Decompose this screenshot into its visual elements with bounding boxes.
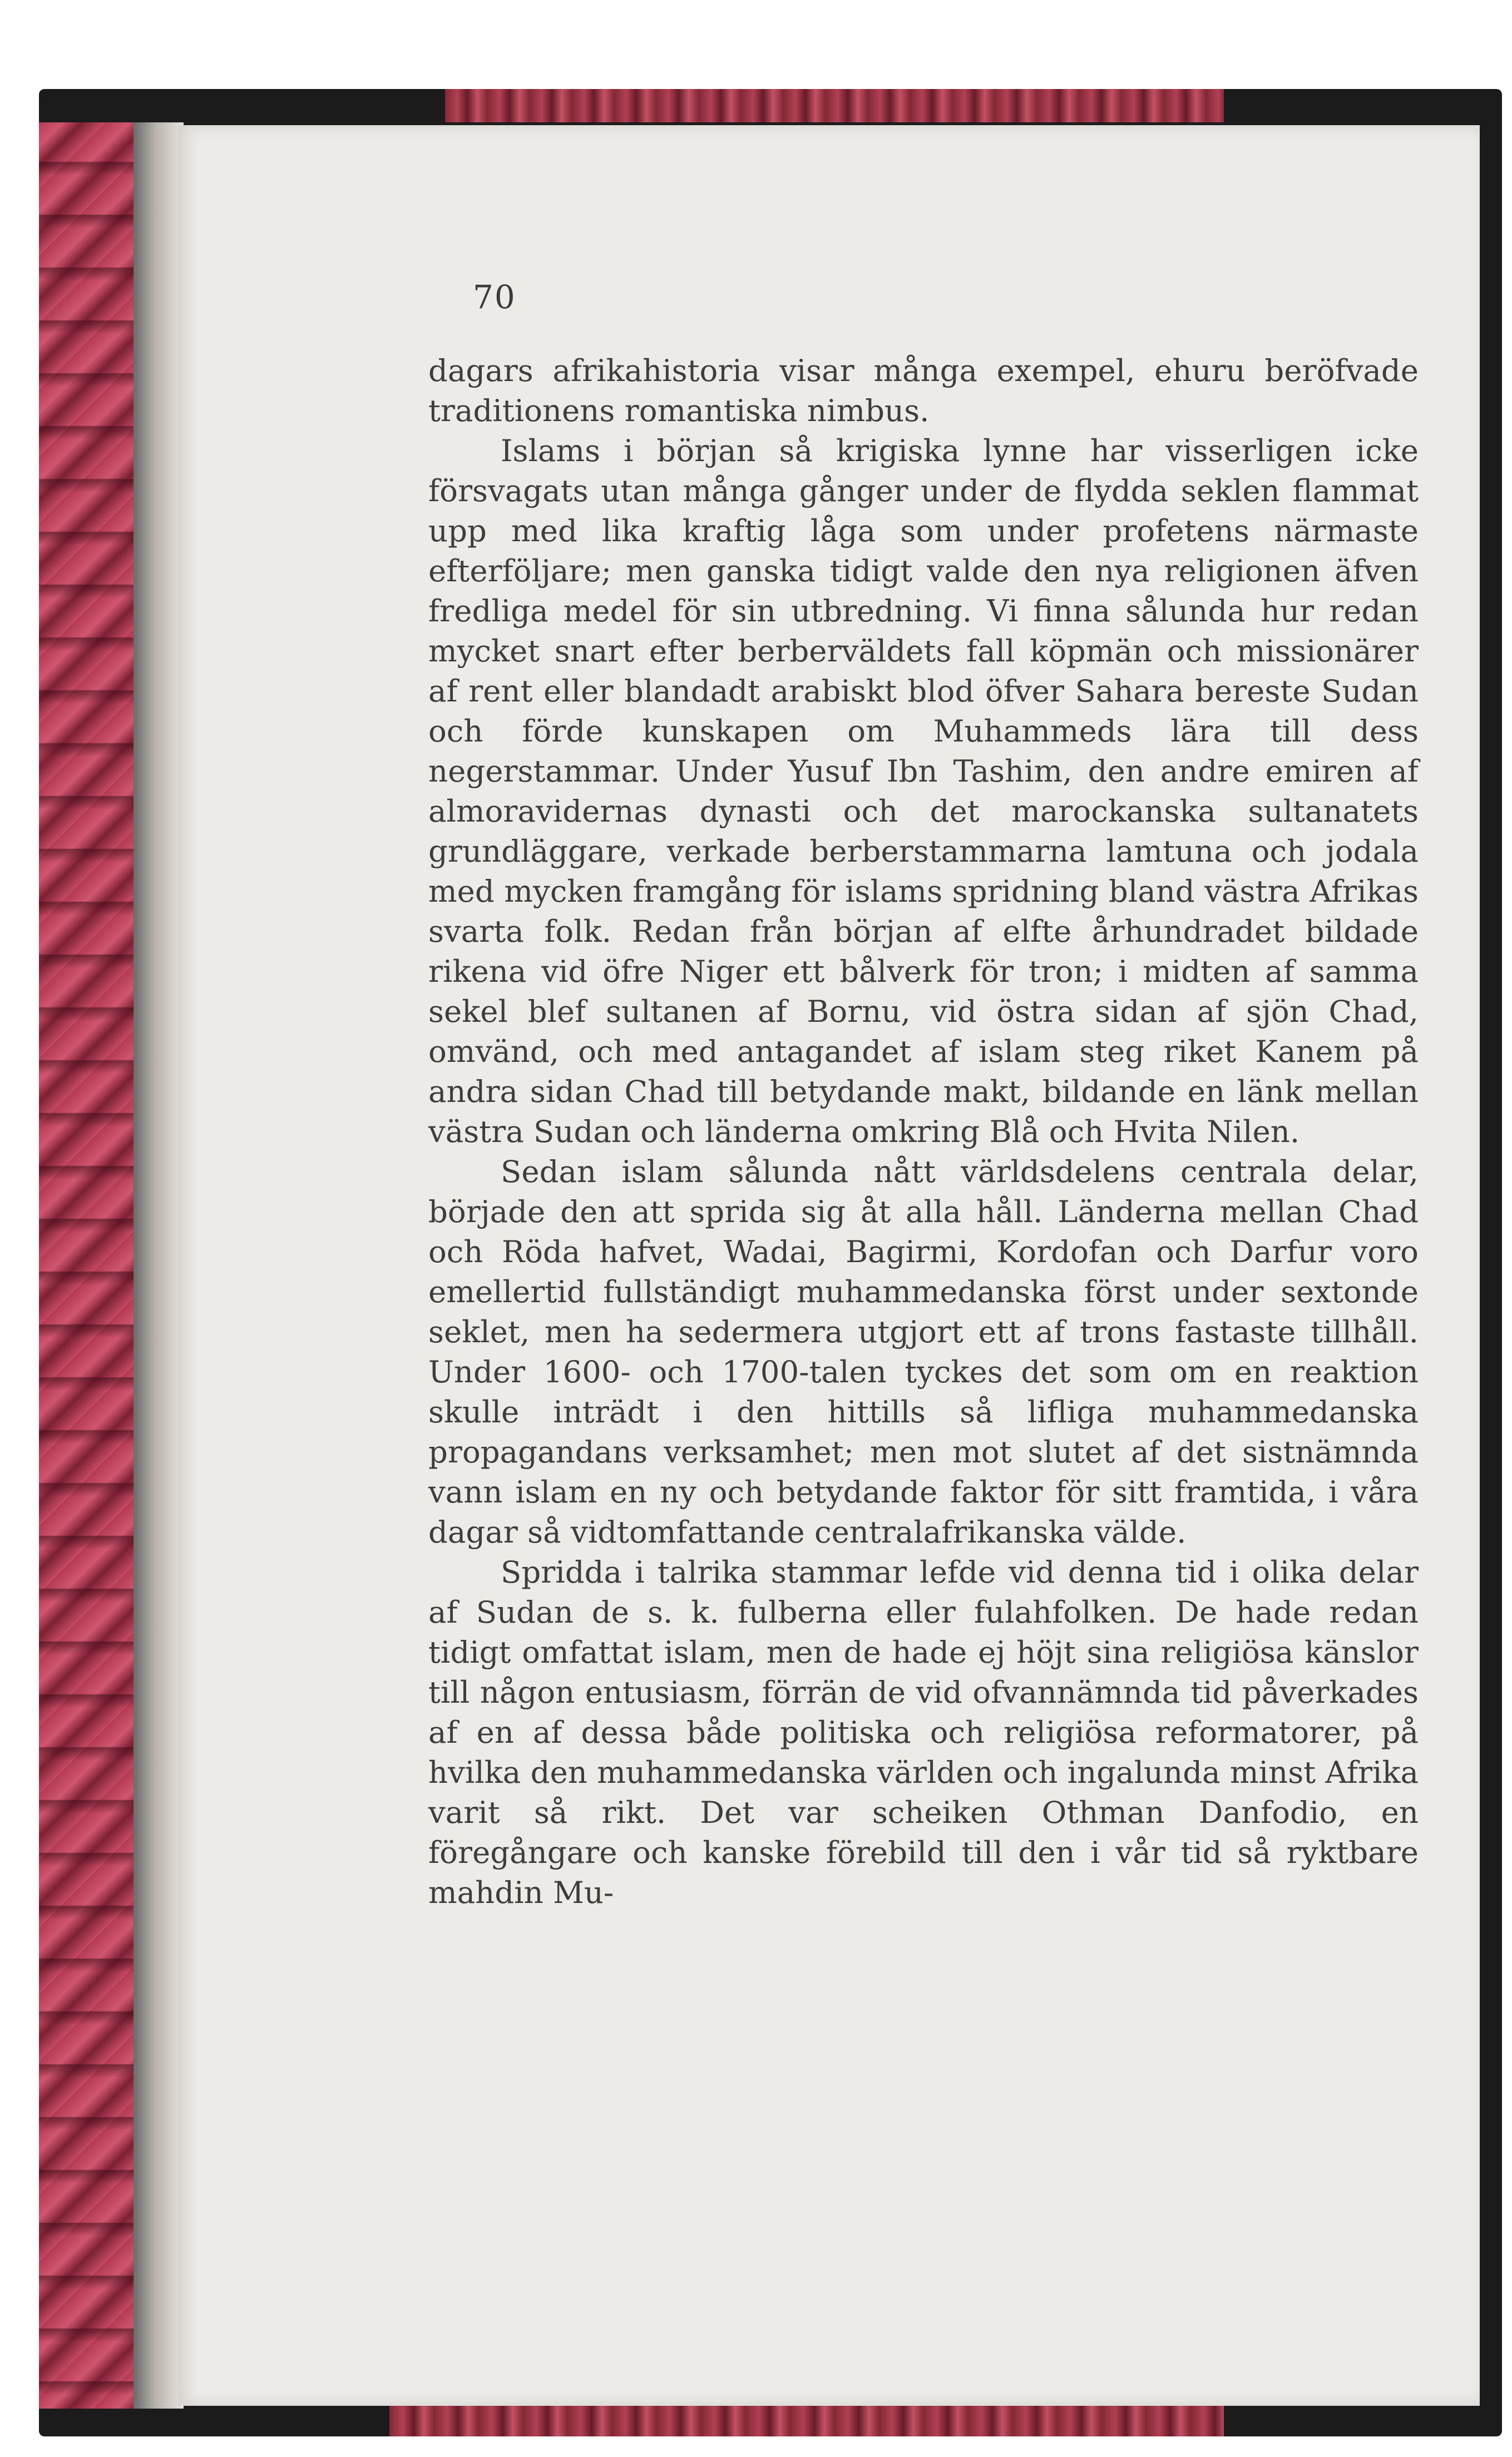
binding-edge-top [445,89,1224,122]
paragraph-4: Spridda i talrika stammar lefde vid denna tid i olika delar af Sudan de s. k. fulberna eller fulahfolken. De hade redan tidigt omfattat islam, men de hade ej höjt sina religiösa känslor till någon entusiasm, förrän de vid ofvannämnda tid påverkades af en af dessa både politiska och religiösa reformatorer, på hvilka den muhammedanska världen och ingalunda minst Afrika varit så rikt. Det var scheiken Othman Danfodio, en föregångare och kanske förebild till den i vår tid så ryktbare mahdin Mu- [428,1554,1419,1910]
paragraph-3: Sedan islam sålunda nått världsdelens centrala delar, började den att sprida sig åt alla håll. Länderna mellan Chad och Röda hafvet, Wadai, Bagirmi, Kordofan och Darfur voro emellertid fullständigt muhammedanska först under sextonde seklet, men ha sedermera utgjort ett af trons fastaste tillhåll. Under 1600- och 1700-talen tyckes det som om en reaktion skulle inträdt i den hittills så lifliga muhammedanska propagandans verksamhet; men mot slutet af det sistnämnda vann islam en ny och betydande faktor för sitt framtida, i våra dagar så vidtomfattande centralafrikanska välde. [428,1154,1419,1550]
body-text [428,350,1419,1912]
paragraph-2: Islams i början så krigiska lynne har visserligen icke försvagats utan många gånger under de flydda seklen flammat upp med lika kraftig låga som under profetens närmaste efterföljare; men ganska tidigt valde den nya religionen äfven fredliga medel för sin utbredning. Vi finna sålunda hur redan mycket snart efter berberväldets fall köpmän och missionärer af rent eller blandadt arabiskt blod öfver Sahara bereste Sudan och förde kunskapen om Muhammeds lära till dess negerstammar. Under Yusuf Ibn Tashim, den andre emiren af almoravidernas dynasti och det marockanska sultanatets grundläggare, verkade berberstammarna lamtuna och jodala med mycken framgång för islams spridning bland västra Afrikas svarta folk. Redan från början af elfte århundradet bildade rikena vid öfre Niger ett bålverk för tron; i midten af samma sekel blef sultanen af Bornu, vid östra sidan af sjön Chad, omvänd, och med antagandet af islam steg riket Kanem på andra sidan Chad till betydande makt, bildande en länk mellan västra Sudan och länderna omkring Blå och Hvita Nilen. [428,433,1419,1149]
book-spine [39,122,145,2409]
paragraph-1: dagars afrikahistoria visar många exempel, ehuru beröfvade traditionens romantiska nimbus. [428,353,1419,428]
page-gutter [134,122,184,2409]
page-number: 70 [473,278,516,316]
